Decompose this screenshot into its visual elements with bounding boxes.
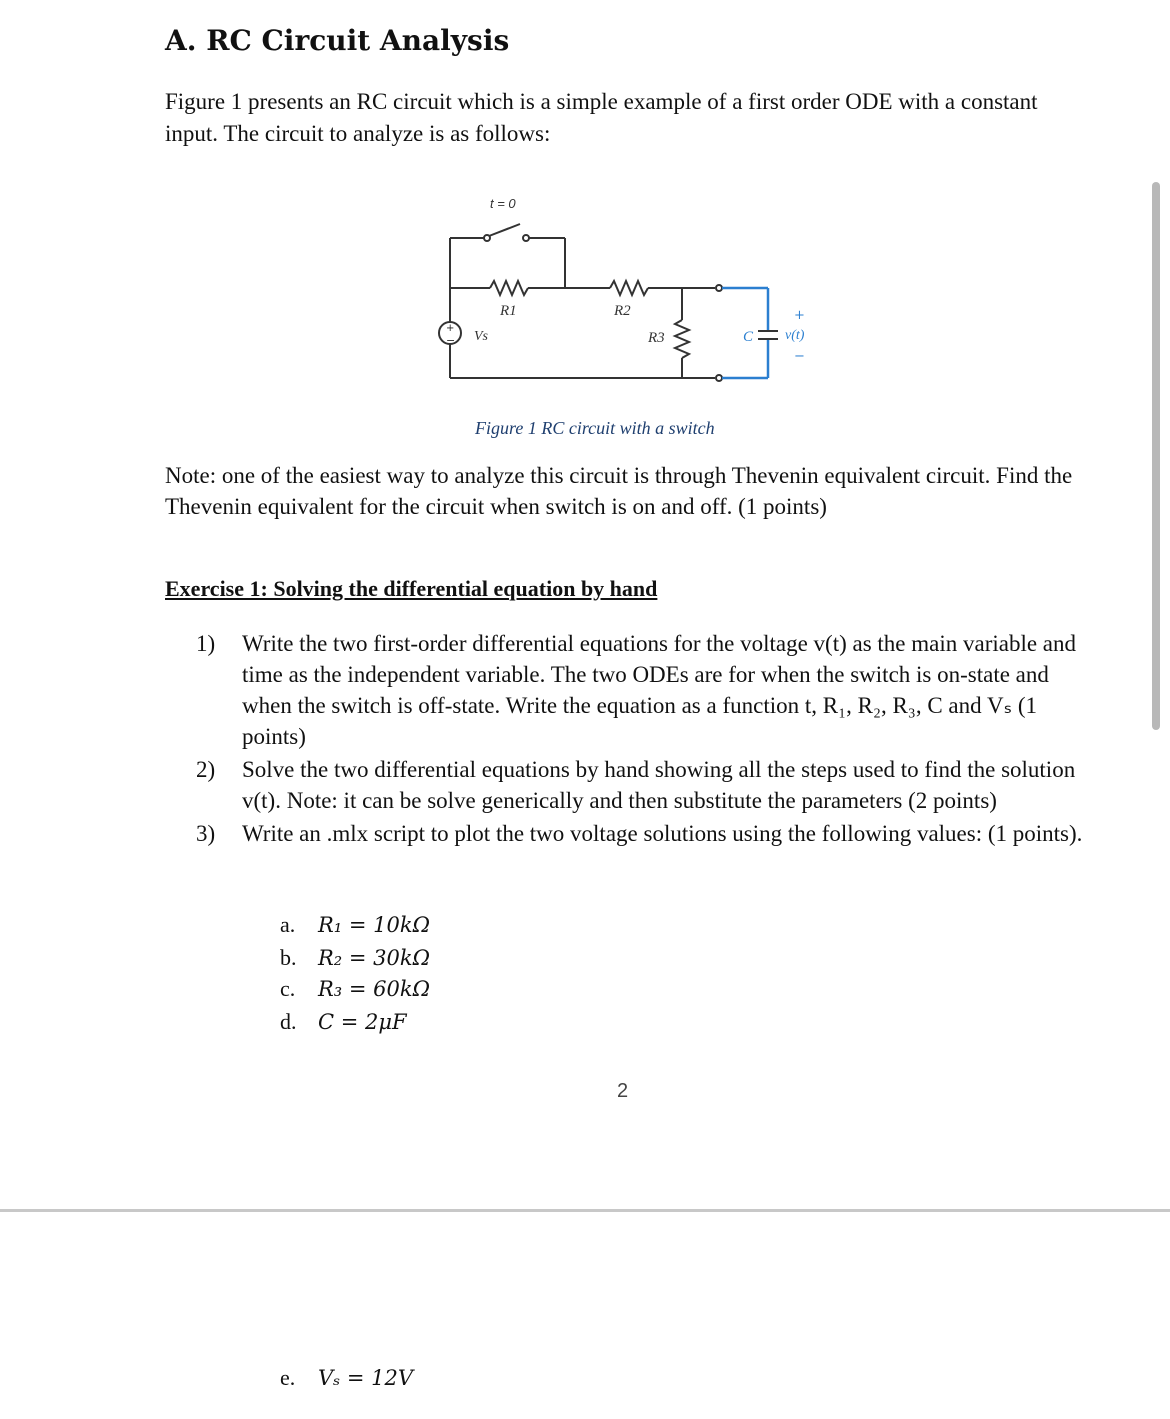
section-heading: A. RC Circuit Analysis	[165, 24, 510, 57]
exercise-list	[196, 628, 1096, 849]
list-item: 1) Write the two first-order differential equations for the voltage v(t) as the main variable and time as the independent variable. The two ODEs are for when the switch is on-state and when the switch is off-state. Write the equation as a function t, R₁, R₂, R₃, C and Vₛ (1 points)	[196, 631, 1077, 749]
c-label: C	[743, 329, 754, 345]
vt-minus: −	[794, 349, 805, 364]
value-item: a. R₁ = 10kΩ	[280, 912, 431, 937]
r3-label: R3	[648, 330, 665, 346]
switch-label: t = 0	[490, 196, 516, 211]
vertical-scrollbar[interactable]	[1152, 182, 1160, 730]
value-item: b. R₂ = 30kΩ	[280, 945, 431, 970]
vt-plus: +	[794, 308, 805, 323]
intro-paragraph: Figure 1 presents an RC circuit which is a simple example of a first order ODE with a constant input. The circuit to analyze is as follows:	[165, 89, 1038, 146]
page-number: 2	[617, 1080, 629, 1102]
value-item: e. Vₛ = 12V	[280, 1365, 414, 1390]
note-paragraph: Note: one of the easiest way to analyze this circuit is through Thevenin equivalent circuit. Find the Thevenin equivalent for the circuit when switch is on and off. (1 points)	[165, 463, 1073, 519]
page-divider	[0, 1209, 1170, 1212]
vs-label: Vs	[474, 329, 488, 344]
value-item: d. C = 2μF	[280, 1009, 407, 1034]
vt-label: v(t)	[785, 328, 805, 343]
figure-caption: Figure 1 RC circuit with a switch	[475, 418, 715, 438]
svg-text:+: +	[446, 323, 455, 334]
rc-circuit-figure	[430, 190, 850, 390]
exercise-title: Exercise 1: Solving the differential equation by hand	[165, 576, 658, 601]
list-item: 2) Solve the two differential equations by hand showing all the steps used to find the solution v(t). Note: it can be solve generically and then substitute the parameters (2 points)	[196, 757, 1076, 813]
r1-label: R1	[500, 303, 517, 319]
r2-label: R2	[614, 303, 631, 319]
value-item: c. R₃ = 60kΩ	[280, 976, 431, 1001]
list-item: 3) Write an .mlx script to plot the two voltage solutions using the following values: (1 points).	[196, 821, 1083, 846]
svg-text:−: −	[446, 334, 456, 347]
